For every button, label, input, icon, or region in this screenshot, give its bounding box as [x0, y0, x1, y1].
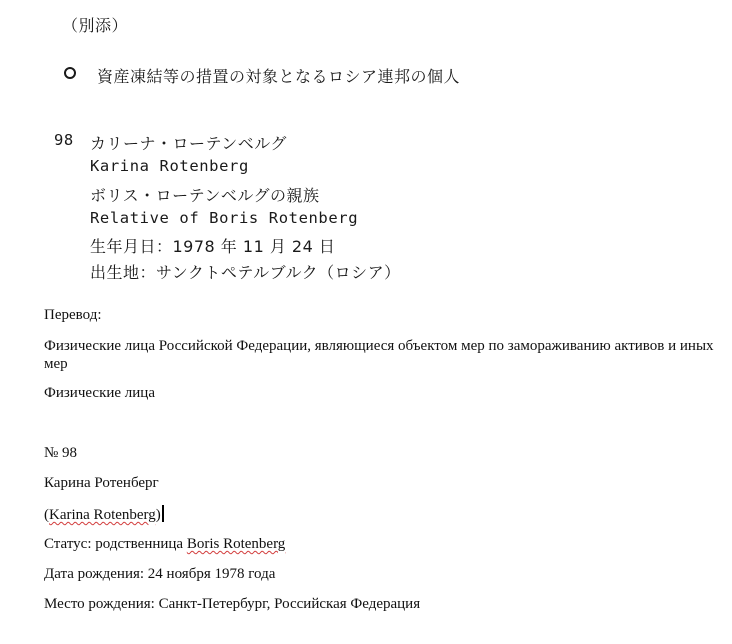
name-latin: Karina Rotenberg [90, 157, 249, 175]
jp-heading: 資産凍結等の措置の対象となるロシア連邦の個人 [97, 67, 461, 86]
entry-number: 98 [54, 131, 74, 149]
translation-pob[interactable]: Место рождения: Санкт-Петербург, Российская Федерация [44, 596, 421, 612]
pob-jp: 出生地：サンクトペテルブルク（ロシア） [90, 263, 401, 282]
paren-close: ) [155, 507, 161, 523]
dob-jp: 生年月日：1978 年 11 月 24 日 [90, 237, 336, 256]
translation-label[interactable]: Перевод: [44, 307, 102, 323]
translation-name[interactable]: Карина Ротенберг [44, 475, 159, 491]
status-prefix: Статус: родственница [44, 536, 187, 552]
translation-status[interactable] [44, 536, 285, 553]
circle-bullet-icon [64, 67, 76, 79]
translation-number[interactable]: № 98 [44, 445, 78, 461]
translation-dob[interactable]: Дата рождения: 24 ноября 1978 года [44, 566, 276, 582]
relation-en: Relative of Boris Rotenberg [90, 209, 359, 227]
latin-name-spellcheck: Karina Rotenberg [49, 507, 156, 523]
translation-latin-name-line[interactable] [44, 505, 164, 524]
text-cursor [162, 505, 164, 522]
name-jp: カリーナ・ローテンベルグ [90, 134, 287, 153]
relation-jp: ボリス・ローテンベルグの親族 [90, 186, 320, 205]
translation-subheading[interactable]: Физические лица [44, 385, 155, 401]
annex-label: （別添） [62, 16, 129, 35]
paren-open: ( [44, 507, 49, 523]
translation-heading[interactable]: Физические лица Российской Федерации, являющиеся объектом мер по замораживанию активов и иных мер [44, 338, 714, 372]
status-name-spellcheck: Boris Rotenberg [186, 536, 286, 552]
